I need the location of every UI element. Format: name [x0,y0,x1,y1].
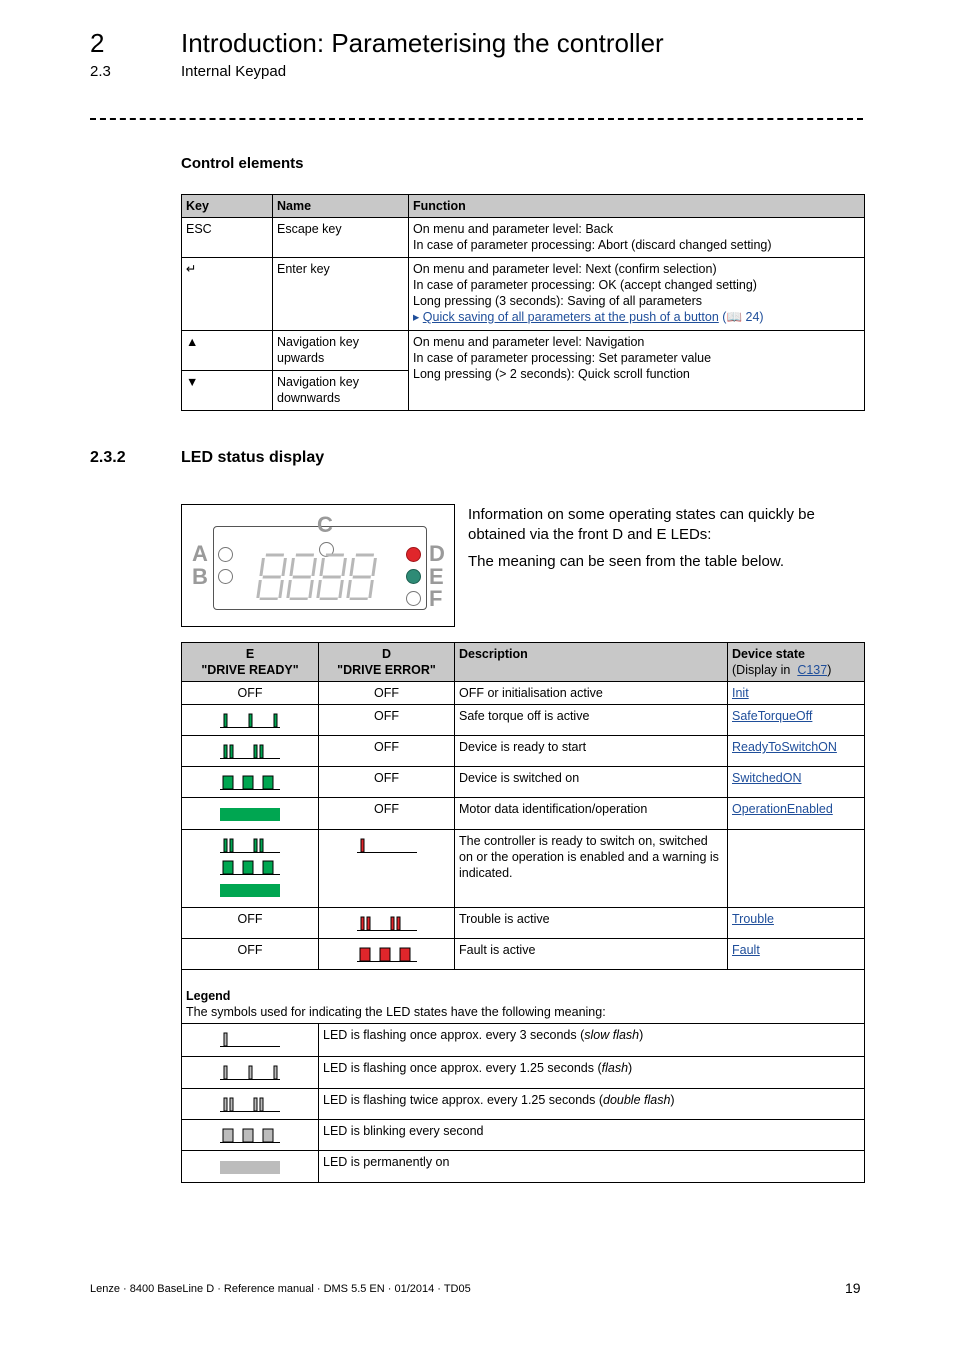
legend-row [182,970,865,1024]
legend-text-cell: LED is flashing twice approx. every 1.25 seconds (double flash) [319,1089,865,1120]
name-cell: Escape key [273,218,409,258]
header-line: Device state [732,647,805,661]
led-intro-text [468,505,864,579]
led-on-symbol [186,803,314,823]
led-d [406,547,421,562]
column-header-d [319,643,455,682]
led-blink-symbol [186,1125,314,1145]
chapter-title: Introduction: Parameterising the controller [181,28,664,58]
e-cell [182,830,319,908]
legend-item [182,1024,865,1057]
description-cell: Device is ready to start [455,736,728,767]
column-header-e [182,643,319,682]
page-reference: (📖 24) [722,310,764,324]
legend-intro: The symbols used for indicating the LED states have the following meaning: [186,1005,606,1019]
description-cell: OFF or initialisation active [455,682,728,705]
d-cell: OFF [319,736,455,767]
function-cell [409,218,865,258]
led-label-d: D [429,541,445,566]
device-state-link[interactable]: OperationEnabled [732,802,833,816]
state-cell [728,908,865,939]
state-cell [728,736,865,767]
function-cell [409,331,865,411]
book-icon: 📖 [726,310,743,324]
table-row [182,798,865,830]
name-cell: Enter key [273,258,409,331]
table-row [182,939,865,970]
description-cell: Fault is active [455,939,728,970]
led-label-b: B [192,564,208,589]
name-cell: Navigation key upwards [273,331,409,371]
state-cell [728,939,865,970]
page-number: 19 [845,1280,861,1296]
table-row [182,767,865,798]
quick-saving-link[interactable]: Quick saving of all parameters at the push of a button [422,310,719,324]
state-cell [728,767,865,798]
legend-symbol-cell [182,1057,319,1089]
legend-item [182,1151,865,1183]
led-label-e: E [429,564,444,589]
table-header-row [182,195,865,218]
led-double-flash-symbol [186,741,314,761]
led-blink-symbol [323,944,450,964]
description-cell: Safe torque off is active [455,705,728,736]
description-cell: Trouble is active [455,908,728,939]
d-cell: OFF [319,705,455,736]
led-panel-illustration [181,504,455,627]
device-state-link[interactable]: ReadyToSwitchON [732,740,837,754]
state-cell [728,830,865,908]
device-state-link[interactable]: Init [732,686,749,700]
legend-text-cell: LED is flashing once approx. every 1.25 seconds (flash) [319,1057,865,1089]
control-elements-heading: Control elements [181,155,304,172]
legend-symbol-cell [182,1151,319,1183]
led-slow-flash-symbol [186,1029,314,1049]
led-f [406,591,421,606]
header-line: E [245,647,255,661]
led-intro-paragraph: The meaning can be seen from the table below. [468,553,785,570]
footer-document-info: Lenze · 8400 BaseLine D · Reference manual · DMS 5.5 EN · 01/2014 · TD05 [90,1283,471,1295]
control-elements-table [181,194,865,411]
led-double-flash-symbol [186,835,314,855]
arrow-right-icon: ▸ [413,310,420,324]
e-cell: OFF [182,939,319,970]
legend-symbol-cell [182,1089,319,1120]
legend-symbol-cell [182,1024,319,1057]
d-cell [319,830,455,908]
led-label-f: F [429,586,443,611]
led-flash-symbol [186,710,314,730]
function-line: In case of parameter processing: Set parameter value [413,351,712,365]
header-line: D [381,647,392,661]
legend-item [182,1057,865,1089]
led-label-c: C [317,512,333,537]
table-header-row [182,643,865,682]
state-cell [728,798,865,830]
legend-text-cell: LED is blinking every second [319,1120,865,1151]
column-header: Key [182,195,273,218]
column-header: Name [273,195,409,218]
e-cell: OFF [182,908,319,939]
description-cell: The controller is ready to switch on, switched on or the operation is enabled and a warning is indicated. [455,830,728,908]
led-double-flash-symbol [323,913,450,933]
e-cell [182,736,319,767]
device-state-link[interactable]: Fault [732,943,760,957]
d-cell: OFF [319,682,455,705]
led-double-flash-symbol [186,1094,314,1114]
legend-item [182,1120,865,1151]
cross-reference [413,309,860,325]
header-line: "DRIVE ERROR" [337,663,436,677]
function-cell [409,258,865,331]
led-label-a: A [192,541,208,566]
key-cell: ▲ [182,331,273,371]
chapter-number: 2 [90,28,105,58]
device-state-link[interactable]: SafeTorqueOff [732,709,813,723]
legend-text-cell: LED is flashing once approx. every 3 seconds (slow flash) [319,1024,865,1057]
led-a [218,547,233,562]
state-cell [728,705,865,736]
function-line: In case of parameter processing: Abort (discard changed setting) [413,238,772,252]
state-cell [728,682,865,705]
function-line: On menu and parameter level: Next (confirm selection) [413,262,717,276]
key-cell: ESC [182,218,273,258]
legend-title: Legend [186,989,231,1003]
key-cell: ▼ [182,371,273,411]
column-header-description: Description [455,643,728,682]
device-state-link[interactable]: SwitchedON [732,771,802,785]
function-line: Long pressing (> 2 seconds): Quick scroll function [413,367,690,381]
table-row [182,705,865,736]
led-flash-symbol [186,1062,314,1082]
description-cell: Device is switched on [455,767,728,798]
key-cell: ↵ [182,258,273,331]
header-line: "DRIVE READY" [201,663,299,677]
table-row [182,830,865,908]
function-line: Long pressing (3 seconds): Saving of all parameters [413,294,703,308]
c137-link[interactable]: C137 [797,663,828,677]
d-cell: OFF [319,798,455,830]
e-cell: OFF [182,682,319,705]
e-cell [182,767,319,798]
table-row [182,331,865,371]
seven-segment-display [256,552,386,600]
legend-item [182,1089,865,1120]
legend-cell [182,970,865,1024]
e-cell [182,798,319,830]
legend-text-cell: LED is permanently on [319,1151,865,1183]
led-on-symbol [186,879,314,899]
led-on-symbol [186,1156,314,1176]
column-header-device-state [728,643,865,682]
header-line: (Display in C137) [732,663,832,677]
table-row [182,908,865,939]
table-row [182,258,865,331]
table-row [182,218,865,258]
header-divider [90,118,863,120]
d-cell: OFF [319,767,455,798]
legend-symbol-cell [182,1120,319,1151]
section-title: Internal Keypad [181,63,287,80]
led-intro-paragraph: Information on some operating states can quickly be obtained via the front D and E LEDs: [468,506,815,543]
d-cell [319,939,455,970]
led-blink-symbol [186,857,314,877]
name-cell: Navigation key downwards [273,371,409,411]
led-slow-flash-symbol [323,835,450,855]
table-row [182,682,865,705]
e-cell [182,705,319,736]
function-line: On menu and parameter level: Back [413,222,614,236]
subsection-title: LED status display [181,449,325,466]
page-number: 24 [745,310,760,324]
subsection-number: 2.3.2 [90,449,126,466]
led-blink-symbol [186,772,314,792]
device-state-link[interactable]: Trouble [732,912,774,926]
led-status-table [181,642,865,1183]
column-header: Function [409,195,865,218]
function-line: On menu and parameter level: Navigation [413,335,645,349]
led-b [218,569,233,584]
section-number: 2.3 [90,63,111,80]
function-line: In case of parameter processing: OK (accept changed setting) [413,278,757,292]
table-row [182,736,865,767]
led-e [406,569,421,584]
d-cell [319,908,455,939]
description-cell: Motor data identification/operation [455,798,728,830]
